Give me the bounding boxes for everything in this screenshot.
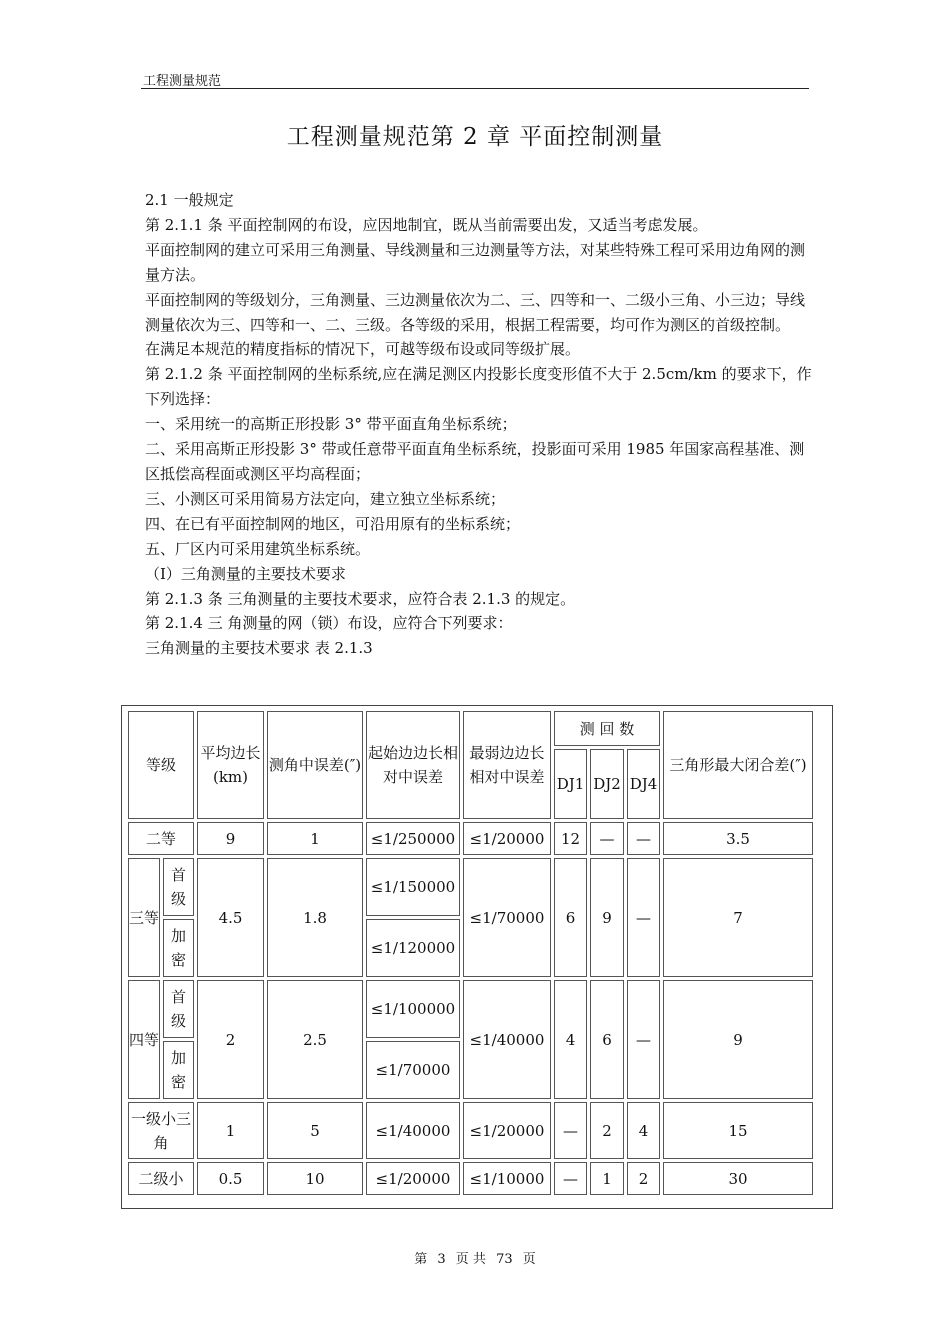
start-side-cell: ≤1/250000	[366, 822, 460, 855]
weakest-side-cell: ≤1/40000	[463, 980, 551, 1099]
header-weakest-side-error: 最弱边边长相对中误差	[463, 711, 551, 819]
closure-cell: 3.5	[663, 822, 813, 855]
dj1-cell: 6	[554, 858, 587, 977]
triangulation-spec-table	[125, 708, 816, 1198]
start-side-cell: ≤1/70000	[366, 1041, 460, 1099]
header-rule	[141, 88, 809, 89]
weakest-side-cell: ≤1/20000	[463, 822, 551, 855]
dj4-cell: —	[627, 858, 660, 977]
avg-side-cell: 0.5	[197, 1162, 264, 1195]
paragraph: 三、小测区可采用简易方法定向，建立独立坐标系统；	[145, 489, 506, 508]
header-closure: 三角形最大闭合差(″)	[663, 711, 813, 819]
header-rounds: 测 回 数	[554, 711, 660, 746]
angle-error-cell: 2.5	[267, 980, 363, 1099]
angle-error-cell: 10	[267, 1162, 363, 1195]
total-pages: 73	[496, 1252, 513, 1267]
dj2-cell: —	[590, 822, 624, 855]
weakest-side-cell: ≤1/10000	[463, 1162, 551, 1195]
header-dj4: DJ4	[627, 749, 660, 819]
subgrade-cell: 首级	[163, 858, 194, 916]
paragraph: 第 2.1.3 条 三角测量的主要技术要求，应符合表 2.1.3 的规定。	[145, 589, 576, 608]
weakest-side-cell: ≤1/20000	[463, 1102, 551, 1159]
closure-cell: 7	[663, 858, 813, 977]
page-footer	[0, 1248, 950, 1267]
page-title: 工程测量规范第 2 章 平面控制测量	[286, 124, 664, 150]
angle-error-cell: 1.8	[267, 858, 363, 977]
dj2-cell: 2	[590, 1102, 624, 1159]
closure-cell: 9	[663, 980, 813, 1099]
closure-cell: 15	[663, 1102, 813, 1159]
angle-error-cell: 1	[267, 822, 363, 855]
grade-cell: 三等	[128, 858, 160, 977]
spec-table-frame	[121, 705, 833, 1209]
weakest-side-cell: ≤1/70000	[463, 858, 551, 977]
start-side-cell: ≤1/120000	[366, 919, 460, 977]
paragraph: 二、采用高斯正形投影 3° 带或任意带平面直角坐标系统，投影面可采用 1985 年国家高程基准、测区抵偿高程面或测区平均高程面；	[145, 440, 805, 483]
grade-cell: 二级小	[128, 1162, 194, 1195]
start-side-cell: ≤1/40000	[366, 1102, 460, 1159]
paragraph: 五、厂区内可采用建筑坐标系统。	[145, 539, 371, 558]
avg-side-cell: 1	[197, 1102, 264, 1159]
closure-cell: 30	[663, 1162, 813, 1195]
paragraph: 2.1 一般规定	[145, 191, 234, 209]
dj1-cell: —	[554, 1102, 587, 1159]
table-caption: 三角测量的主要技术要求 表 2.1.3	[145, 639, 373, 658]
header-grade: 等级	[128, 711, 194, 819]
table-row	[128, 822, 813, 855]
footer-mid: 页 共	[455, 1252, 486, 1267]
paragraph: 平面控制网的等级划分，三角测量、三边测量依次为二、三、四等和一、二级小三角、小三边；导线测量依次为三、四等和一、二、三级。各等级的采用，根据工程需要，均可作为测区的首级控制。	[145, 290, 806, 334]
avg-side-cell: 4.5	[197, 858, 264, 977]
footer-prefix: 第	[414, 1252, 428, 1267]
dj4-cell: —	[627, 822, 660, 855]
dj2-cell: 6	[590, 980, 624, 1099]
paragraph: 四、在已有平面控制网的地区，可沿用原有的坐标系统；	[145, 514, 521, 533]
paragraph: 第 2.1.4 三 角测量的网（锁）布设，应符合下列要求：	[145, 614, 513, 633]
header-angle-error: 测角中误差(″)	[267, 711, 363, 819]
paragraph: 在满足本规范的精度指标的情况下，可越等级布设或同等级扩展。	[145, 340, 581, 359]
header-dj2: DJ2	[590, 749, 624, 819]
table-row	[128, 858, 813, 916]
avg-side-cell: 9	[197, 822, 264, 855]
running-header: 工程测量规范	[143, 74, 222, 89]
body-text	[145, 188, 813, 661]
grade-cell: 二等	[128, 822, 194, 855]
subgrade-cell: 加密	[163, 919, 194, 977]
subgrade-cell: 加密	[163, 1041, 194, 1099]
paragraph: 第 2.1.1 条 平面控制网的布设，应因地制宜，既从当前需要出发，又适当考虑发展。	[145, 215, 708, 234]
table-row	[128, 980, 813, 1038]
paragraph: 第 2.1.2 条 平面控制网的坐标系统,应在满足测区内投影长度变形值不大于 2.5cm/km 的要求下，作下列选择：	[145, 365, 812, 409]
dj4-cell: 2	[627, 1162, 660, 1195]
subgrade-cell: 首级	[163, 980, 194, 1038]
dj1-cell: 12	[554, 822, 587, 855]
page-number: 3	[437, 1252, 446, 1267]
start-side-cell: ≤1/150000	[366, 858, 460, 916]
header-start-side-error: 起始边边长相对中误差	[366, 711, 460, 819]
footer-suffix: 页	[522, 1252, 536, 1267]
dj4-cell: 4	[627, 1102, 660, 1159]
start-side-cell: ≤1/100000	[366, 980, 460, 1038]
paragraph: 平面控制网的建立可采用三角测量、导线测量和三边测量等方法，对某些特殊工程可采用边角网的测量方法。	[145, 240, 806, 284]
avg-side-cell: 2	[197, 980, 264, 1099]
header-dj1: DJ1	[554, 749, 587, 819]
grade-cell: 一级小三角	[128, 1102, 194, 1159]
dj4-cell: —	[627, 980, 660, 1099]
dj2-cell: 9	[590, 858, 624, 977]
table-row	[128, 1102, 813, 1159]
paragraph: 一、采用统一的高斯正形投影 3° 带平面直角坐标系统；	[145, 415, 517, 434]
angle-error-cell: 5	[267, 1102, 363, 1159]
paragraph: （Ⅰ）三角测量的主要技术要求	[145, 564, 346, 583]
dj1-cell: 4	[554, 980, 587, 1099]
header-avg-side: 平均边长(km)	[197, 711, 264, 819]
table-row	[128, 1162, 813, 1195]
dj2-cell: 1	[590, 1162, 624, 1195]
start-side-cell: ≤1/20000	[366, 1162, 460, 1195]
dj1-cell: —	[554, 1162, 587, 1195]
grade-cell: 四等	[128, 980, 160, 1099]
